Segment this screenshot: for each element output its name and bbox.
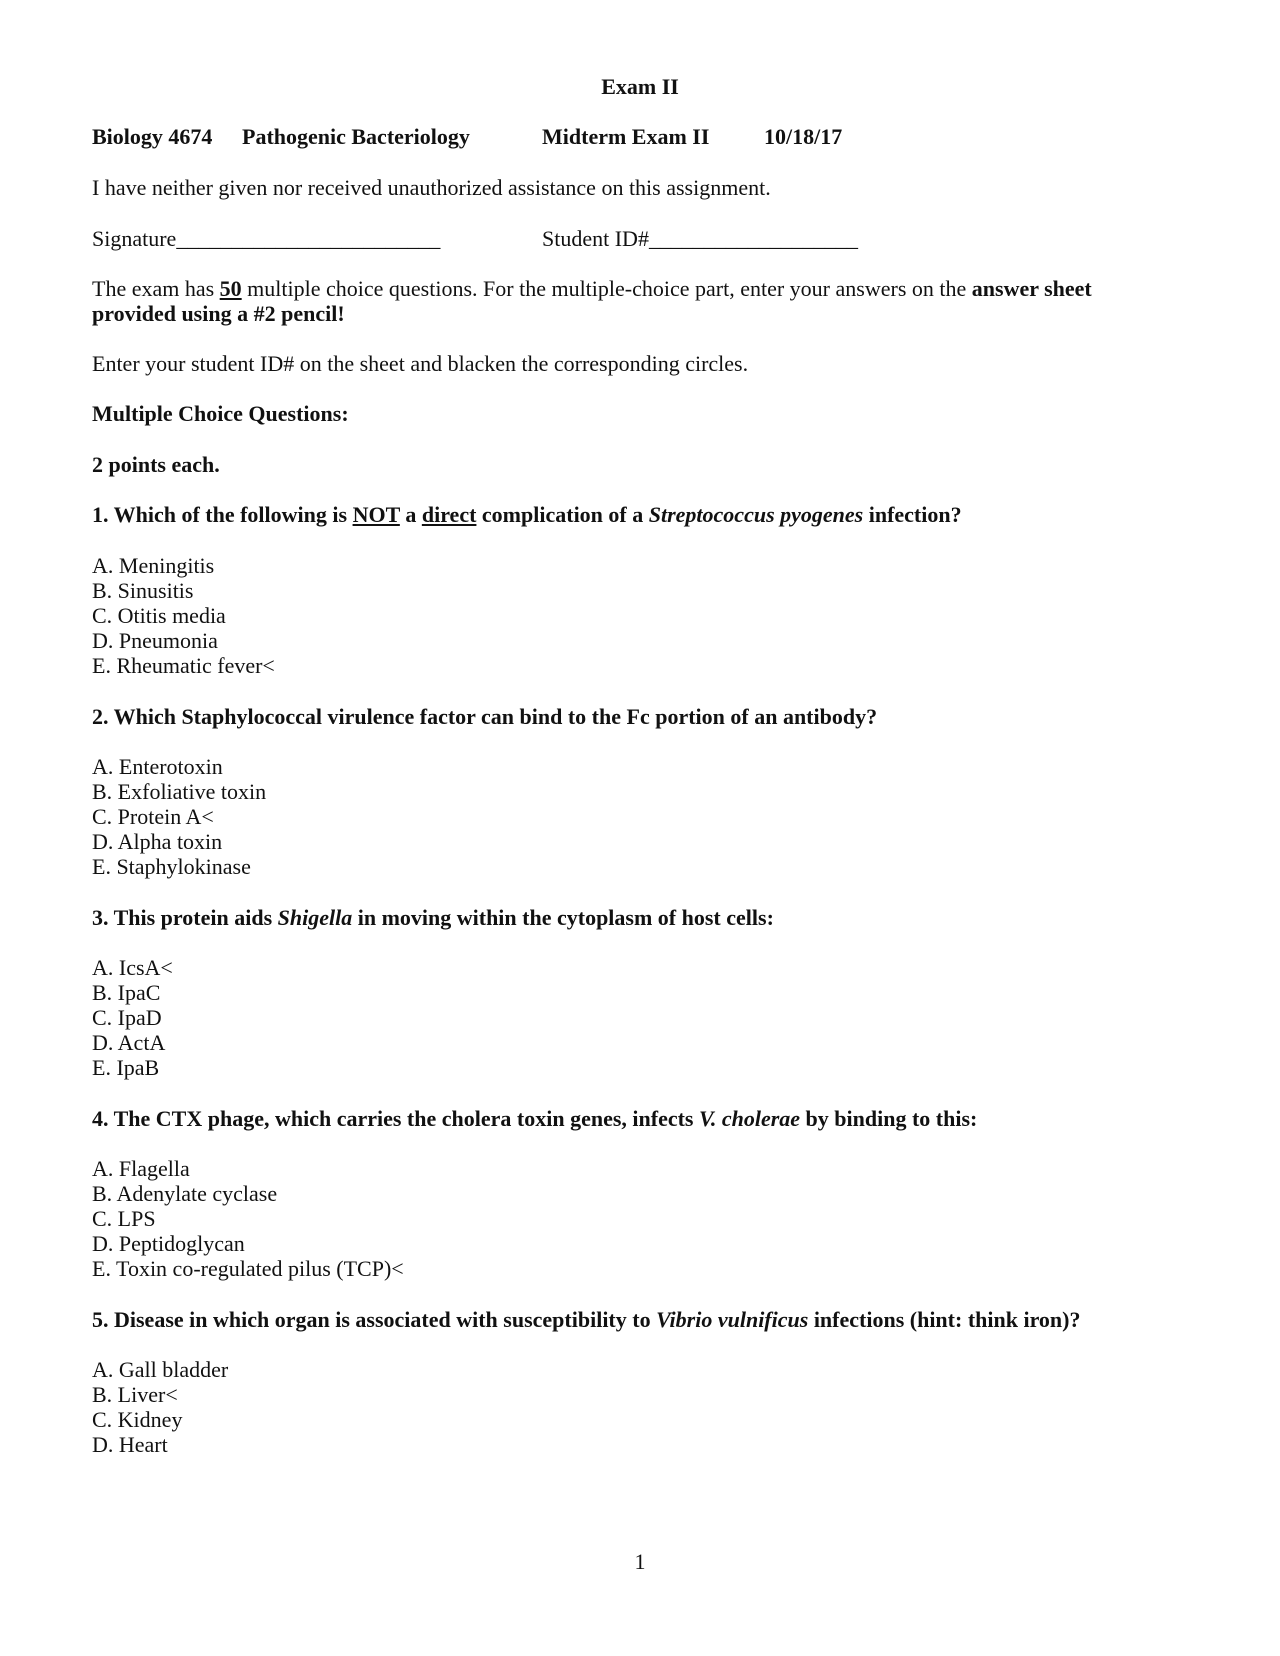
question-count: 50	[219, 276, 242, 301]
question-4-option: B. Adenylate cyclase	[92, 1181, 278, 1206]
question-1-text-end: infection?	[863, 502, 962, 527]
question-2-option: D. Alpha toxin	[92, 829, 223, 854]
question-4-organism: V. cholerae	[699, 1106, 801, 1131]
question-1-option: D. Pneumonia	[92, 628, 218, 653]
signature-line: Signature________________________	[92, 226, 441, 251]
question-1-option: A. Meningitis	[92, 553, 215, 578]
question-1-option: C. Otitis media	[92, 603, 226, 628]
question-3-option: E. IpaB	[92, 1055, 160, 1080]
instructions-text-2: multiple choice questions. For the multiple-choice part, enter your answers on the	[241, 276, 972, 301]
question-2-option: C. Protein A<	[92, 804, 214, 829]
question-1-text-mid: complication of a	[476, 502, 649, 527]
answer-sheet-emphasis: answer sheet	[971, 276, 1092, 301]
id-instruction: Enter your student ID# on the sheet and blacken the corresponding circles.	[92, 351, 749, 376]
question-4-option: E. Toxin co-regulated pilus (TCP)<	[92, 1256, 404, 1281]
question-1	[92, 502, 962, 528]
question-5-option: D. Heart	[92, 1432, 168, 1457]
exam-header	[92, 124, 1192, 150]
section-heading: Multiple Choice Questions:	[92, 401, 349, 426]
exam-date: 10/18/17	[764, 124, 843, 149]
question-1-option: E. Rheumatic fever<	[92, 653, 275, 678]
instructions-line-1	[92, 276, 1092, 302]
question-1-not: NOT	[352, 502, 400, 527]
instructions-line-2: provided using a #2 pencil!	[92, 301, 345, 326]
question-5-text: 5. Disease in which organ is associated with susceptibility to	[92, 1307, 657, 1332]
page-title: Exam II	[601, 74, 679, 99]
question-5-option: C. Kidney	[92, 1407, 183, 1432]
student-id-line: Student ID#___________________	[542, 226, 858, 251]
question-1-direct: direct	[421, 502, 477, 527]
question-5-option: A. Gall bladder	[92, 1357, 229, 1382]
question-1-option: B. Sinusitis	[92, 578, 194, 603]
question-2-option: B. Exfoliative toxin	[92, 779, 267, 804]
page-number: 1	[634, 1549, 646, 1574]
question-4-text-end: by binding to this:	[800, 1106, 978, 1131]
course-number: Biology 4674	[92, 124, 213, 149]
instructions-text-1: The exam has	[92, 276, 220, 301]
question-4-option: C. LPS	[92, 1206, 156, 1231]
course-subject: Pathogenic Bacteriology	[242, 124, 470, 149]
question-4	[92, 1106, 977, 1132]
question-3-text-end: in moving within the cytoplasm of host cells:	[352, 905, 774, 930]
question-2-option: A. Enterotoxin	[92, 754, 223, 779]
question-4-text: 4. The CTX phage, which carries the cholera toxin genes, infects	[92, 1106, 699, 1131]
question-3-option: A. IcsA<	[92, 955, 173, 980]
question-2-option: E. Staphylokinase	[92, 854, 251, 879]
question-4-option: D. Peptidoglycan	[92, 1231, 245, 1256]
question-3-text: 3. This protein aids	[92, 905, 278, 930]
question-3-option: B. IpaC	[92, 980, 161, 1005]
points-note: 2 points each.	[92, 452, 220, 477]
question-5	[92, 1307, 1081, 1333]
question-5-organism: Vibrio vulnificus	[656, 1307, 809, 1332]
honor-statement: I have neither given nor received unauthorized assistance on this assignment.	[92, 175, 771, 200]
question-3-organism: Shigella	[277, 905, 353, 930]
question-4-option: A. Flagella	[92, 1156, 190, 1181]
question-1-organism: Streptococcus pyogenes	[648, 502, 864, 527]
question-3-option: C. IpaD	[92, 1005, 162, 1030]
question-3-option: D. ActA	[92, 1030, 166, 1055]
question-2: 2. Which Staphylococcal virulence factor can bind to the Fc portion of an antibody?	[92, 704, 878, 729]
question-3	[92, 905, 774, 931]
question-1-text-a: a	[399, 502, 422, 527]
question-1-text: 1. Which of the following is	[92, 502, 353, 527]
question-5-text-end: infections (hint: think iron)?	[808, 1307, 1081, 1332]
exam-name: Midterm Exam II	[542, 124, 710, 149]
question-5-option: B. Liver<	[92, 1382, 178, 1407]
